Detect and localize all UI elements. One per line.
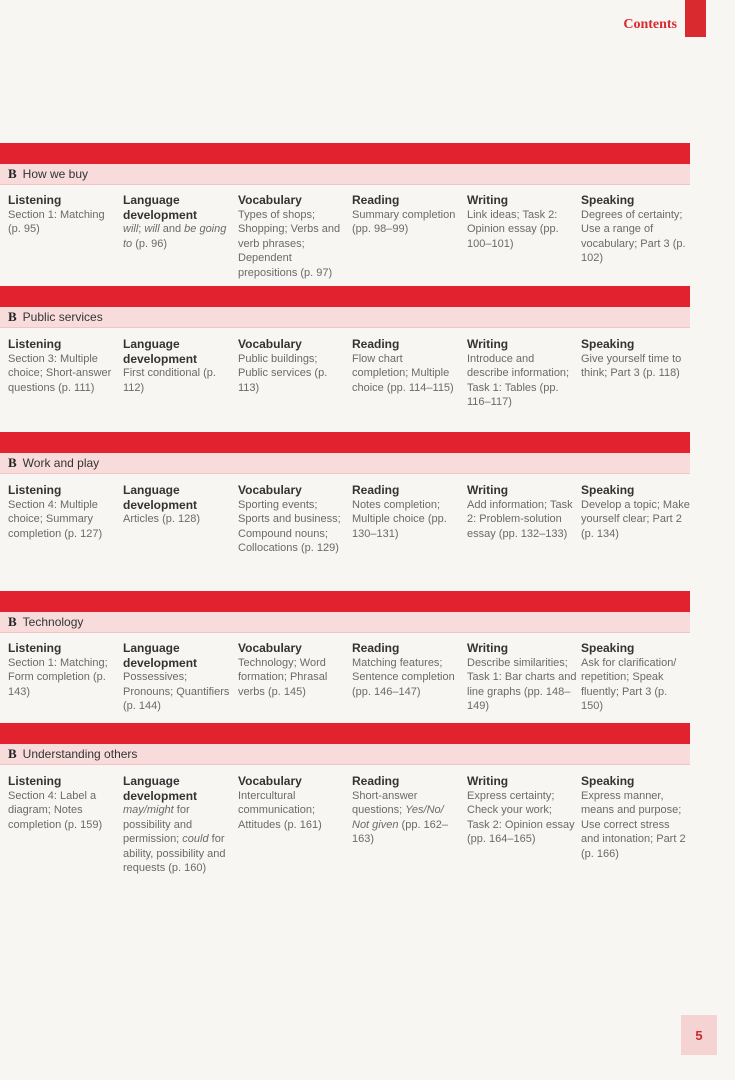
section-letter: B bbox=[8, 309, 17, 324]
unit-columns bbox=[0, 774, 690, 914]
column-text: Section 4: Label a diagram; Notes completion (p. 159) bbox=[8, 789, 103, 831]
column-heading: Speaking bbox=[581, 641, 635, 655]
column-text: Matching features; Sentence completion (pp. 146–147) bbox=[352, 656, 455, 698]
column-text: Link ideas; Task 2: Opinion essay (pp. 100–101) bbox=[467, 208, 559, 250]
column-reading bbox=[352, 641, 462, 699]
column-text: Degrees of certainty; Use a range of vocabulary; Part 3 (p. 102) bbox=[581, 208, 686, 264]
column-vocabulary bbox=[238, 774, 348, 832]
column-text: Notes completion; Multiple choice (pp. 130–131) bbox=[352, 498, 447, 540]
column-text: Flow chart completion; Multiple choice (pp. 114–115) bbox=[352, 352, 454, 394]
page-title: Contents bbox=[623, 17, 677, 32]
column-heading: Vocabulary bbox=[238, 337, 302, 351]
column-heading: Reading bbox=[352, 193, 400, 207]
column-reading bbox=[352, 193, 462, 237]
section-title: How we buy bbox=[22, 167, 89, 181]
column-heading: Speaking bbox=[581, 483, 635, 497]
unit-red-band bbox=[0, 591, 690, 612]
section-letter: B bbox=[8, 746, 17, 761]
column-heading: Writing bbox=[467, 193, 509, 207]
column-heading: Listening bbox=[8, 337, 62, 351]
column-heading: Language development bbox=[123, 337, 198, 366]
column-reading bbox=[352, 337, 462, 395]
column-heading: Writing bbox=[467, 774, 509, 788]
section-bar bbox=[0, 453, 690, 474]
section-bar bbox=[0, 164, 690, 185]
column-vocabulary bbox=[238, 337, 348, 395]
column-text: Add information; Task 2: Problem-solution essay (pp. 132–133) bbox=[467, 498, 573, 540]
section-letter: B bbox=[8, 166, 17, 181]
column-heading: Vocabulary bbox=[238, 193, 302, 207]
column-heading: Reading bbox=[352, 641, 400, 655]
section-title: Public services bbox=[22, 310, 103, 324]
column-reading bbox=[352, 774, 462, 847]
column-speaking bbox=[581, 774, 691, 861]
column-text: Section 3: Multiple choice; Short-answer questions (p. 111) bbox=[8, 352, 112, 394]
column-language-development bbox=[123, 774, 233, 876]
column-heading: Listening bbox=[8, 483, 62, 497]
column-listening bbox=[8, 483, 118, 541]
column-listening bbox=[8, 193, 118, 237]
column-vocabulary bbox=[238, 483, 348, 556]
column-heading: Language development bbox=[123, 641, 198, 670]
unit-red-band bbox=[0, 432, 690, 453]
corner-tab bbox=[685, 0, 706, 37]
column-writing bbox=[467, 193, 577, 251]
column-heading: Speaking bbox=[581, 337, 635, 351]
section-letter: B bbox=[8, 455, 17, 470]
column-text: may/might for possibility and permission; could for ability, possibility and requests (p. 160) bbox=[123, 804, 226, 874]
column-heading: Vocabulary bbox=[238, 774, 302, 788]
column-text: Section 1: Matching; Form completion (p. 143) bbox=[8, 656, 108, 698]
column-heading: Reading bbox=[352, 337, 400, 351]
column-text: Articles (p. 128) bbox=[123, 513, 201, 525]
column-writing bbox=[467, 641, 577, 714]
column-vocabulary bbox=[238, 641, 348, 699]
column-heading: Language development bbox=[123, 483, 198, 512]
section-bar bbox=[0, 612, 690, 633]
column-reading bbox=[352, 483, 462, 541]
column-text: Types of shops; Shopping; Verbs and verb phrases; Dependent prepositions (p. 97) bbox=[238, 208, 341, 279]
column-text: Express certainty; Check your work; Task 2: Opinion essay (pp. 164–165) bbox=[467, 789, 575, 845]
unit-block bbox=[0, 723, 690, 914]
column-heading: Reading bbox=[352, 774, 400, 788]
column-text: Section 4: Multiple choice; Summary completion (p. 127) bbox=[8, 498, 103, 540]
column-heading: Vocabulary bbox=[238, 483, 302, 497]
column-text: Summary completion (pp. 98–99) bbox=[352, 208, 456, 235]
column-listening bbox=[8, 774, 118, 832]
column-speaking bbox=[581, 483, 691, 541]
column-speaking bbox=[581, 193, 691, 266]
column-heading: Reading bbox=[352, 483, 400, 497]
column-writing bbox=[467, 774, 577, 847]
column-text: Develop a topic; Make yourself clear; Part 2 (p. 134) bbox=[581, 498, 690, 540]
column-heading: Listening bbox=[8, 193, 62, 207]
column-text: First conditional (p. 112) bbox=[123, 367, 216, 394]
column-heading: Speaking bbox=[581, 193, 635, 207]
column-heading: Writing bbox=[467, 641, 509, 655]
column-text: Express manner, means and purpose; Use correct stress and intonation; Part 2 (p. 166) bbox=[581, 789, 686, 860]
column-text: Give yourself time to think; Part 3 (p. 118) bbox=[581, 352, 682, 379]
column-text: Intercultural communication; Attitudes (p. 161) bbox=[238, 789, 322, 831]
column-text: Describe similarities; Task 1: Bar charts and line graphs (pp. 148–149) bbox=[467, 656, 577, 712]
page-number: 5 bbox=[681, 1015, 717, 1055]
column-heading: Listening bbox=[8, 774, 62, 788]
column-text: Technology; Word formation; Phrasal verbs (p. 145) bbox=[238, 656, 328, 698]
column-heading: Vocabulary bbox=[238, 641, 302, 655]
section-title: Understanding others bbox=[22, 747, 138, 761]
column-text: Introduce and describe information; Task 1: Tables (pp. 116–117) bbox=[467, 352, 570, 408]
section-bar bbox=[0, 744, 690, 765]
unit-red-band bbox=[0, 723, 690, 744]
column-language-development bbox=[123, 337, 233, 395]
column-language-development bbox=[123, 483, 233, 527]
section-letter: B bbox=[8, 614, 17, 629]
column-text: Section 1: Matching (p. 95) bbox=[8, 208, 105, 235]
column-text: Short-answer questions; Yes/No/ Not given (pp. 162–163) bbox=[352, 789, 449, 845]
column-writing bbox=[467, 483, 577, 541]
column-text: Possessives; Pronouns; Quantifiers (p. 144) bbox=[123, 671, 230, 712]
column-language-development bbox=[123, 193, 233, 251]
column-language-development bbox=[123, 641, 233, 714]
column-text: Ask for clarification/ repetition; Speak fluently; Part 3 (p. 150) bbox=[581, 656, 677, 712]
section-title: Work and play bbox=[22, 456, 100, 470]
column-listening bbox=[8, 337, 118, 395]
unit-red-band bbox=[0, 286, 690, 307]
column-heading: Speaking bbox=[581, 774, 635, 788]
column-text: Public buildings; Public services (p. 113) bbox=[238, 352, 328, 394]
column-heading: Writing bbox=[467, 483, 509, 497]
column-speaking bbox=[581, 337, 691, 381]
unit-red-band bbox=[0, 143, 690, 164]
column-heading: Language development bbox=[123, 193, 198, 222]
column-heading: Listening bbox=[8, 641, 62, 655]
section-bar bbox=[0, 307, 690, 328]
column-text: will; will and be going to (p. 96) bbox=[123, 223, 227, 250]
column-speaking bbox=[581, 641, 691, 714]
section-title: Technology bbox=[22, 615, 84, 629]
column-heading: Writing bbox=[467, 337, 509, 351]
column-listening bbox=[8, 641, 118, 699]
column-heading: Language development bbox=[123, 774, 198, 803]
column-text: Sporting events; Sports and business; Compound nouns; Collocations (p. 129) bbox=[238, 498, 341, 554]
column-writing bbox=[467, 337, 577, 410]
column-vocabulary bbox=[238, 193, 348, 280]
